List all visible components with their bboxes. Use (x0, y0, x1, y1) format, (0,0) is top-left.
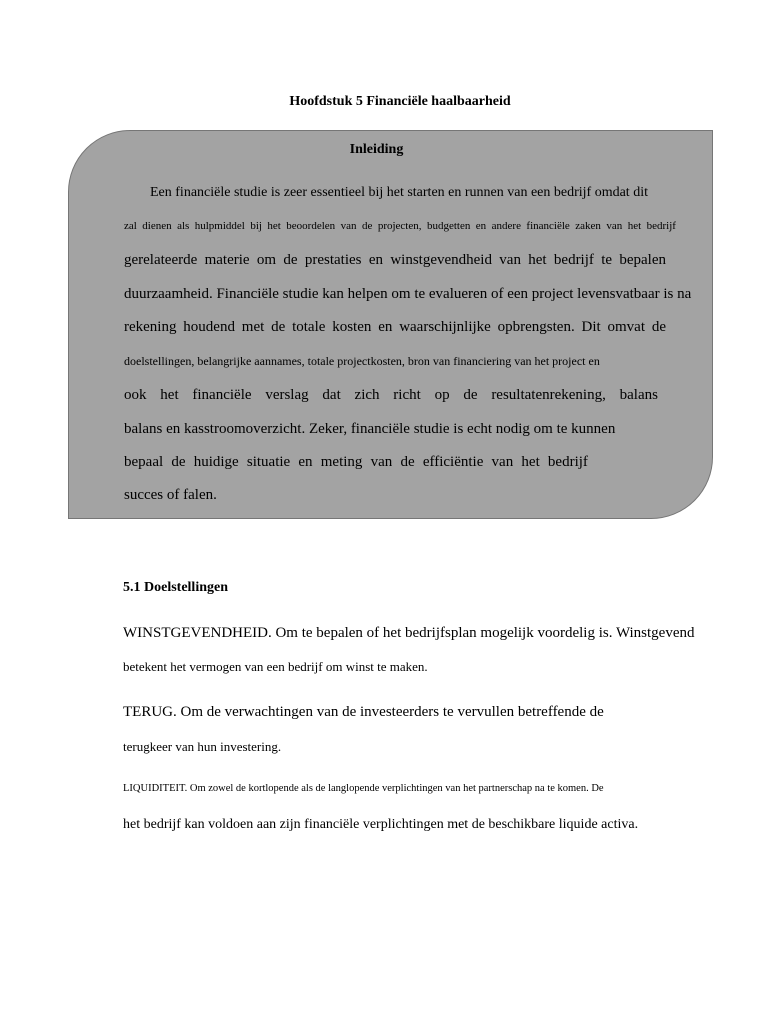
intro-line: ook het financiële verslag dat zich richt op de resultatenrekening, balans (124, 387, 658, 403)
intro-line: bepaal de huidige situatie en meting van de efficiëntie van het bedrijf (124, 454, 588, 470)
intro-line: Een financiële studie is zeer essentieel bij het starten en runnen van een bedrijf omdat dit (150, 185, 648, 200)
intro-line: duurzaamheid. Financiële studie kan helpen om te evalueren of een project levensvatbaar is na (124, 286, 692, 302)
intro-line: rekening houdend met de totale kosten en waarschijnlijke opbrengsten. Dit omvat de (124, 319, 666, 335)
intro-line: succes of falen. (124, 487, 217, 503)
body-line: terugkeer van hun investering. (123, 739, 282, 754)
intro-line: balans en kasstroomoverzicht. Zeker, financiële studie is echt nodig om te kunnen (124, 421, 616, 437)
body-line: LIQUIDITEIT. Om zowel de kortlopende als de langlopende verplichtingen van het partnerschap na te komen. De (123, 783, 604, 794)
body-line: het bedrijf kan voldoen aan zijn financiële verplichtingen met de beschikbare liquide activa. (123, 817, 639, 832)
body-line: betekent het vermogen van een bedrijf om winst te maken. (123, 659, 428, 674)
intro-line: doelstellingen, belangrijke aannames, totale projectkosten, bron van financiering van het project en (124, 354, 600, 368)
intro-line: gerelateerde materie om de prestaties en winstgevendheid van het bedrijf te bepalen (124, 252, 666, 268)
intro-line: zal dienen als hulpmiddel bij het beoordelen van de projecten, budgetten en andere financiële zaken van het bedrijf (124, 220, 676, 232)
chapter-title: Hoofdstuk 5 Financiële haalbaarheid (289, 94, 511, 109)
body-line: WINSTGEVENDHEID. Om te bepalen of het bedrijfsplan mogelijk voordelig is. Winstgevend (123, 625, 695, 641)
intro-heading: Inleiding (349, 142, 404, 157)
body-line: TERUG. Om de verwachtingen van de investeerders te vervullen betreffende de (123, 704, 604, 720)
intro-box (68, 130, 713, 519)
section-heading: 5.1 Doelstellingen (123, 580, 228, 595)
